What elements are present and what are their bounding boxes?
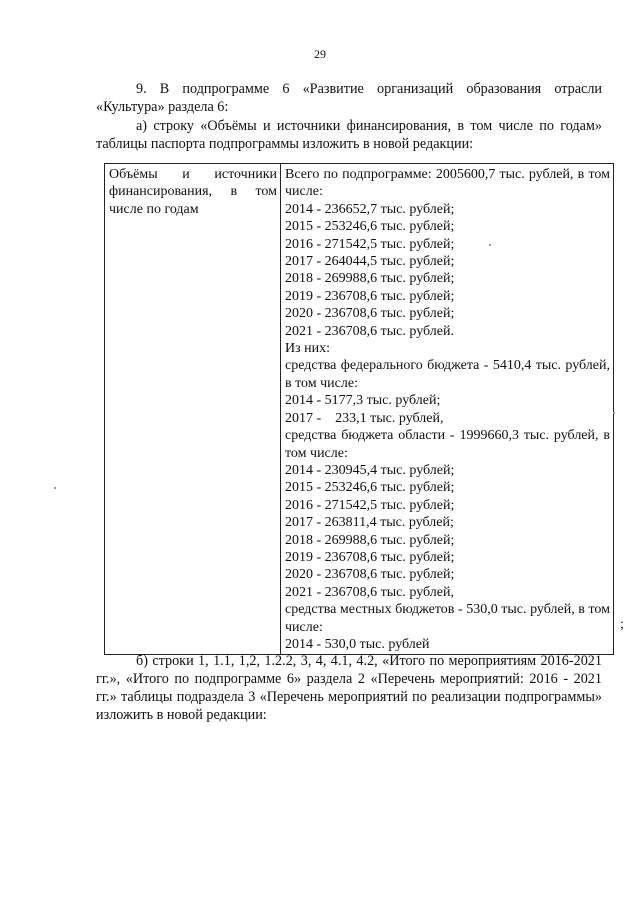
regional-year-2019: 2019 - 236708,6 тыс. рублей;: [285, 549, 455, 565]
total-year-2015: 2015 - 253246,6 тыс. рублей;: [285, 219, 455, 235]
of-them-text: Из них:: [285, 341, 331, 357]
page-number: 29: [314, 47, 326, 61]
regional-year-2018: 2018 - 269988,6 тыс. рублей;: [285, 532, 455, 548]
total-year-2017: 2017 - 264044,5 тыс. рублей;: [285, 254, 455, 270]
row-label-cell: Объёмы и источники финансирования, в том числе по годам: [105, 164, 281, 655]
regional-year-2014: 2014 - 230945,4 тыс. рублей;: [285, 462, 455, 478]
local-year-2014: 2014 - 530,0 тыс. рублей: [285, 636, 430, 652]
regional-year-2020: 2020 - 236708,6 тыс. рублей;: [285, 567, 455, 583]
total-year-2014: 2014 - 236652,7 тыс. рублей;: [285, 201, 455, 217]
federal-year-2017: 2017 - 233,1 тыс. рублей,: [285, 410, 444, 426]
scan-speck: [613, 412, 615, 414]
total-year-2020: 2020 - 236708,6 тыс. рублей;: [285, 306, 455, 322]
row-value-cell: [281, 164, 614, 655]
regional-year-2017: 2017 - 263811,4 тыс. рублей;: [285, 515, 454, 531]
total-year-2016: 2016 - 271542,5 тыс. рублей;: [285, 236, 455, 252]
regional-year-2015: 2015 - 253246,6 тыс. рублей;: [285, 480, 455, 496]
table-row: [105, 164, 614, 655]
regional-year-2021: 2021 - 236708,6 тыс. рублей,: [285, 584, 454, 600]
scan-speck: [489, 244, 491, 246]
total-text: Всего по подпрограмме: 2005600,7 тыс. рублей, в том числе:: [285, 167, 610, 200]
federal-year-2014: 2014 - 5177,3 тыс. рублей;: [285, 393, 441, 409]
regional-year-2016: 2016 - 271542,5 тыс. рублей;: [285, 497, 455, 513]
table-trailing-semicolon: ;: [620, 617, 624, 632]
total-year-2018: 2018 - 269988,6 тыс. рублей;: [285, 271, 455, 287]
passport-table: [104, 163, 614, 655]
total-year-2021: 2021 - 236708,6 тыс. рублей.: [285, 323, 454, 339]
total-year-2019: 2019 - 236708,6 тыс. рублей;: [285, 288, 455, 304]
scan-speck: [54, 487, 56, 489]
paragraph-item-a: а) строку «Объёмы и источники финансирования, в том числе по годам» таблицы паспорта подпрограммы изложить в новой редакции:: [96, 118, 602, 152]
regional-budget-text: средства бюджета области - 1999660,3 тыс. рублей, в том числе:: [285, 428, 610, 461]
federal-budget-text: средства федерального бюджета - 5410,4 тыс. рублей, в том числе:: [285, 358, 610, 391]
paragraph-item-b: б) строки 1, 1.1, 1,2, 1.2.2, 3, 4, 4.1, 4.2, «Итого по мероприятиям 2016-2021 гг.», «Итого по подпрограмме 6» раздела 2 «Перечень мероприятий: 2016 - 2021 гг.» таблицы подраздела 3 «Перечень мероприятий по реализации подпрограммы» изложить в новой редакции:: [96, 653, 602, 723]
local-budget-text: средства местных бюджетов - 530,0 тыс. рублей, в том числе:: [285, 602, 610, 635]
paragraph-item-9: 9. В подпрограмме 6 «Развитие организаций образования отрасли «Культура» раздела 6:: [96, 81, 602, 115]
